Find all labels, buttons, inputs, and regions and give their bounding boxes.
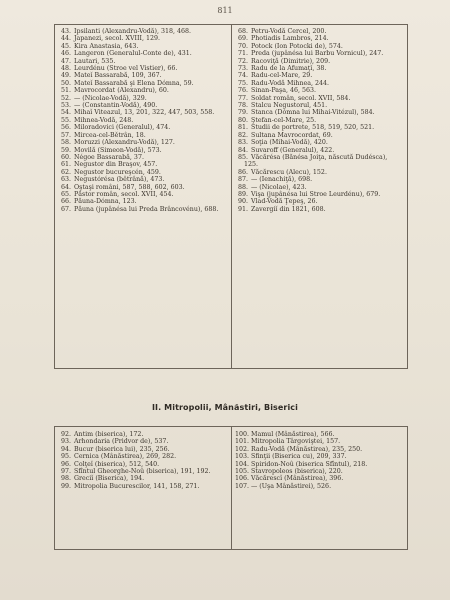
entry-text: Zavergiĭ din 1821, 608. <box>251 205 326 213</box>
index-entry <box>58 132 225 139</box>
entry-number: 99. <box>60 482 71 490</box>
left-column <box>58 28 225 213</box>
entry-text: Oştaşi români, 587, 588, 602, 603. <box>74 183 185 191</box>
entry-text: Soţia (Mihai-Vodă), 420. <box>251 139 328 147</box>
entry-text: Negustor din Braşov, 457. <box>74 161 158 169</box>
entry-number: 51. <box>60 87 71 95</box>
entry-text: Păstor român, secol. XVII, 454. <box>74 190 174 198</box>
entry-number: 81. <box>237 124 248 132</box>
index-entry <box>235 95 403 102</box>
index-entry <box>235 198 403 205</box>
entry-text: Studii de portrete, 518, 519, 520, 521. <box>251 124 375 132</box>
index-entry <box>235 65 403 72</box>
entry-text: Miloradovici (Generalul), 474. <box>74 124 171 132</box>
index-entry <box>58 191 225 198</box>
entry-text: Stavropoleos (biserica), 220. <box>251 468 343 476</box>
entry-text: — (Nicolae-Vodă), 329. <box>74 94 147 102</box>
index-entry <box>58 102 225 109</box>
index-entry <box>58 50 225 57</box>
index-entry <box>58 446 225 453</box>
entry-text: Ştefan-cel-Mare, 25. <box>251 116 317 124</box>
entry-text: Radu-cel-Mare, 29. <box>251 72 313 80</box>
entry-number: 87. <box>237 176 248 184</box>
index-entry <box>58 80 225 87</box>
entry-number: 88. <box>237 183 248 191</box>
index-entry <box>58 43 225 50</box>
entry-number: 84. <box>237 146 248 154</box>
index-entry <box>235 72 403 79</box>
entry-text: Mavrocordat (Alexandru), 60. <box>74 87 169 95</box>
index-entry <box>235 147 403 154</box>
entry-text: — (Uşa Mânăstirei), 526. <box>251 482 332 490</box>
entry-text: Soldat român, secol. XVII, 584. <box>251 94 351 102</box>
entry-number: 62. <box>60 168 71 176</box>
entry-text: Lautari, 535. <box>74 57 116 65</box>
entry-number: 64. <box>60 183 71 191</box>
index-entry <box>58 58 225 65</box>
column-divider <box>231 25 232 368</box>
index-entry <box>58 154 225 161</box>
entry-text: Mateĭ Bassarabă şi Elena Dómna, 59. <box>74 79 194 87</box>
entry-number: 55. <box>60 116 71 124</box>
entry-number: 107. <box>235 482 250 490</box>
entry-number: 96. <box>60 460 71 468</box>
entry-number: 70. <box>237 42 248 50</box>
entry-number: 104. <box>235 460 250 468</box>
entry-number: 53. <box>60 102 71 110</box>
entry-number: 60. <box>60 153 71 161</box>
entry-text: Sinan-Paşa, 46, 563. <box>251 87 317 95</box>
entry-number: 102. <box>235 445 250 453</box>
index-entry <box>58 169 225 176</box>
entry-number: 97. <box>60 468 71 476</box>
entry-number: 61. <box>60 161 71 169</box>
entry-number: 98. <box>60 475 71 483</box>
entry-number: 89. <box>237 190 248 198</box>
entry-text: Mitropolia Târgoviştei, 157. <box>251 438 341 446</box>
section-heading: II. Mitropolii, Mânăstiri, Biserici <box>151 403 298 412</box>
entry-text: Vişa (jupânésa lui Stroe Leurdénu), 679. <box>251 190 381 198</box>
index-entry <box>235 169 403 176</box>
entry-text: Păuna-Dómna, 123. <box>74 198 137 206</box>
entry-text: Mateĭ Bassarabă, 109, 367. <box>74 72 162 80</box>
index-entry <box>235 431 403 438</box>
entry-number: 68. <box>237 28 248 35</box>
entry-text: Radu-Vodă (Mânăstirea), 235, 250. <box>251 445 363 453</box>
index-entry <box>235 191 403 198</box>
entry-number: 50. <box>60 79 71 87</box>
entry-number: 46. <box>60 50 71 58</box>
entry-text: Négoe Bassarabă, 37. <box>74 153 144 161</box>
index-entry <box>235 124 403 131</box>
entry-number: 90. <box>237 198 248 206</box>
index-entry <box>235 438 403 445</box>
index-entry <box>235 446 403 453</box>
index-entry <box>235 483 403 490</box>
entry-text: Văcărésa (Bănésa Joiţa, născută Dudésca), 125. <box>244 153 388 169</box>
index-table-portraits <box>54 24 408 369</box>
entry-number: 57. <box>60 131 71 139</box>
index-entry <box>235 475 403 482</box>
entry-number: 54. <box>60 109 71 117</box>
index-entry <box>235 206 403 213</box>
entry-number: 48. <box>60 65 71 73</box>
index-entry <box>235 461 403 468</box>
entry-text: Sfîntul Gheorghe-Noû (biserica), 191, 192. <box>74 468 211 476</box>
entry-number: 80. <box>237 116 248 124</box>
index-entry <box>58 176 225 183</box>
index-entry <box>235 109 403 116</box>
right-column <box>235 431 403 490</box>
entry-number: 101. <box>235 438 250 446</box>
index-entry <box>58 72 225 79</box>
entry-text: Mitropolia Bucurescilor, 141, 158, 271. <box>74 482 200 490</box>
entry-text: Suvaroff (Generalul), 422. <box>251 146 335 154</box>
entry-text: Leurdénu (Stroe vel Vistier), 66. <box>74 65 178 73</box>
entry-text: Bucur (biserica lui), 235, 256. <box>74 445 170 453</box>
entry-text: Potock (Ion Potocki de), 574. <box>251 42 343 50</box>
entry-number: 86. <box>237 168 248 176</box>
index-entry <box>58 461 225 468</box>
entry-number: 49. <box>60 72 71 80</box>
index-entry <box>235 35 403 42</box>
index-entry <box>58 206 225 213</box>
entry-number: 63. <box>60 176 71 184</box>
index-entry <box>235 139 403 146</box>
entry-text: Negustor bucureşcén, 459. <box>74 168 161 176</box>
index-entry <box>58 139 225 146</box>
index-entry <box>235 154 403 169</box>
entry-text: Stalcu Negustorul, 451. <box>251 102 328 110</box>
entry-text: Greciĭ (Biserica), 194. <box>74 475 145 483</box>
entry-number: 93. <box>60 438 71 446</box>
index-entry <box>58 147 225 154</box>
index-entry <box>58 87 225 94</box>
entry-number: 43. <box>60 28 71 35</box>
index-entry <box>235 117 403 124</box>
entry-text: Antim (biserica), 172. <box>74 431 144 438</box>
index-entry <box>235 80 403 87</box>
entry-number: 58. <box>60 139 71 147</box>
entry-text: Moruzzi (Alexandru-Vodă), 127. <box>74 139 175 147</box>
entry-number: 82. <box>237 131 248 139</box>
entry-text: Movilă (Simeon-Vodă), 573. <box>74 146 162 154</box>
entry-text: Negustórésa (bětrână), 473. <box>74 176 165 184</box>
index-entry <box>58 431 225 438</box>
index-entry <box>235 87 403 94</box>
index-entry <box>58 161 225 168</box>
index-entry <box>58 453 225 460</box>
entry-text: — (Ienachiţă), 698. <box>251 176 313 184</box>
index-entry <box>235 58 403 65</box>
index-entry <box>235 176 403 183</box>
entry-number: 94. <box>60 445 71 453</box>
index-entry <box>58 184 225 191</box>
index-entry <box>235 132 403 139</box>
entry-text: Stanca (Dómna lui Mihai-Vitézul), 584. <box>251 109 375 117</box>
index-entry <box>58 438 225 445</box>
entry-number: 65. <box>60 190 71 198</box>
entry-number: 100. <box>235 431 250 438</box>
index-entry <box>58 28 225 35</box>
entry-text: Văcărescu (Alecu), 152. <box>251 168 327 176</box>
entry-text: Kira Anastasia, 643. <box>74 42 139 50</box>
entry-number: 59. <box>60 146 71 154</box>
entry-text: Cernica (Mânăstirea), 269, 282. <box>74 453 177 461</box>
entry-text: Arhondaria (Pridvor de), 537. <box>74 438 169 446</box>
entry-number: 74. <box>237 72 248 80</box>
entry-number: 83. <box>237 139 248 147</box>
index-entry <box>235 50 403 57</box>
entry-text: Mircea-cel-Bětrân, 18. <box>74 131 146 139</box>
entry-number: 79. <box>237 109 248 117</box>
entry-number: 105. <box>235 468 250 476</box>
entry-text: Colţeĭ (biserica), 512, 540. <box>74 460 160 468</box>
entry-number: 78. <box>237 102 248 110</box>
entry-text: Vlad-Vodă Ţepeş, 26. <box>251 198 318 206</box>
index-entry <box>235 184 403 191</box>
entry-number: 92. <box>60 431 71 438</box>
entry-number: 77. <box>237 94 248 102</box>
index-entry <box>58 198 225 205</box>
index-entry <box>235 43 403 50</box>
entry-number: 45. <box>60 42 71 50</box>
entry-number: 95. <box>60 453 71 461</box>
entry-text: Radu-Vodă Mihnea, 244. <box>251 79 330 87</box>
entry-text: Radu de la Afumaţĭ, 38. <box>251 65 327 73</box>
entry-text: Preda (jupânésa lui Barbu Vornicul), 247. <box>251 50 384 58</box>
page-number: 811 <box>217 6 233 15</box>
index-entry <box>58 35 225 42</box>
index-entry <box>58 468 225 475</box>
entry-text: Langeron (Generalul-Conte de), 431. <box>74 50 192 58</box>
entry-number: 52. <box>60 94 71 102</box>
index-entry <box>58 483 225 490</box>
entry-text: Spiridon-Noû (biserica Sfîntul), 218. <box>251 460 368 468</box>
entry-number: 72. <box>237 57 248 65</box>
index-entry <box>235 28 403 35</box>
entry-number: 56. <box>60 124 71 132</box>
entry-text: Văcărescĭ (Mânăstirea), 396. <box>251 475 344 483</box>
index-entry <box>235 102 403 109</box>
entry-text: Mihaĭ Viteazul, 13, 201, 322, 447, 503, 558. <box>74 109 215 117</box>
column-divider <box>231 427 232 549</box>
entry-number: 69. <box>237 35 248 43</box>
entry-text: Ipsilanti (Alexandru-Vodă), 318, 468. <box>74 28 192 35</box>
index-entry <box>58 95 225 102</box>
index-entry <box>235 453 403 460</box>
index-entry <box>58 109 225 116</box>
right-column <box>235 28 403 213</box>
index-entry <box>58 124 225 131</box>
entry-text: Păuna (jupânésa lui Preda Brâncovénu), 688. <box>74 205 219 213</box>
entry-number: 73. <box>237 65 248 73</box>
entry-number: 106. <box>235 475 250 483</box>
entry-number: 85. <box>237 153 248 161</box>
entry-text: Racoviţă (Dimitrie), 209. <box>251 57 331 65</box>
left-column <box>58 431 225 490</box>
index-entry <box>58 475 225 482</box>
entry-text: Japanezi, secol. XVIII, 129. <box>74 35 160 43</box>
entry-number: 44. <box>60 35 71 43</box>
entry-number: 91. <box>237 205 248 213</box>
entry-text: Sfinţii (Biserica cu), 209, 337. <box>251 453 347 461</box>
entry-number: 67. <box>60 205 71 213</box>
entry-number: 71. <box>237 50 248 58</box>
entry-text: — (Constantin-Vodă), 490. <box>74 102 158 110</box>
entry-text: Mihnea-Vodă, 248. <box>74 116 134 124</box>
index-table-churches <box>54 426 408 550</box>
entry-number: 76. <box>237 87 248 95</box>
entry-number: 75. <box>237 79 248 87</box>
index-entry <box>58 117 225 124</box>
entry-text: Petru-Vodă Cercel, 200. <box>251 28 327 35</box>
entry-text: Mamul (Mânăstirea), 566. <box>251 431 335 438</box>
entry-text: Sultana Mavrocordat, 69. <box>251 131 333 139</box>
entry-text: — (Nicolae), 423. <box>251 183 307 191</box>
index-entry <box>235 468 403 475</box>
index-entry <box>58 65 225 72</box>
entry-number: 103. <box>235 453 250 461</box>
entry-text: Photiadis Lambros, 214. <box>251 35 329 43</box>
entry-number: 47. <box>60 57 71 65</box>
entry-number: 66. <box>60 198 71 206</box>
